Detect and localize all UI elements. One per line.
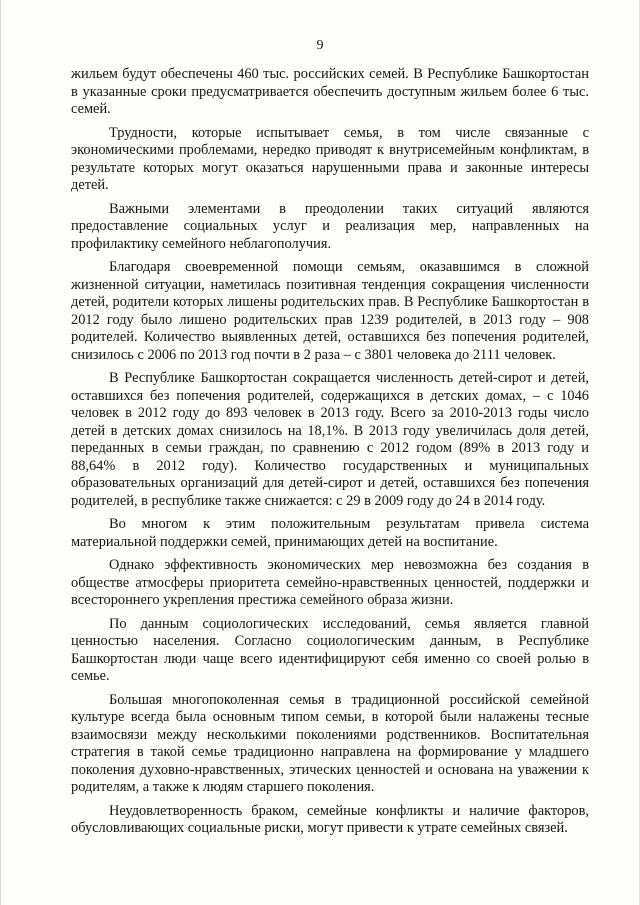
paragraph: Важными элементами в преодолении таких ситуаций являются предоставление социальных услуг и реализация мер, направленных на профилактику семейного неблагополучия. bbox=[71, 200, 589, 252]
document-body bbox=[71, 66, 589, 844]
paragraph: Большая многопоколенная семья в традиционной российской семейной культуре всегда была основным типом семьи, в которой были налажены тесные взаимосвязи между несколькими поколениями родственников. Воспитательная стратегия в такой семье традиционно направлена на формирование у младшего поколения духовно-нравственных, этических ценностей и основана на уважении к родителям, а также к людям старшего поколения. bbox=[71, 691, 589, 795]
paragraph: В Республике Башкортостан сокращается численность детей-сирот и детей, оставшихся без попечения родителей, содержащихся в детских домах, – с 1046 человек в 2012 году до 893 человек в 2013 году. Всего за 2010-2013 годы число детей в детских домах снизилось на 18,1%. В 2013 году увеличилась доля детей, переданных в семьи граждан, по сравнению с 2012 годом (89% в 2013 году и 88,64% в 2012 году). Количество государственных и муниципальных образовательных организаций для детей-сирот и детей, оставшихся без попечения родителей, в республике также снижается: с 29 в 2009 году до 24 в 2014 году. bbox=[71, 370, 589, 509]
page-number: 9 bbox=[316, 38, 324, 53]
paragraph: Трудности, которые испытывает семья, в том числе связанные с экономическими проблемами, нередко приводят к внутрисемейным конфликтам, в результате которых могут оказаться нарушенными права и законные интересы детей. bbox=[71, 124, 589, 193]
paragraph: По данным социологических исследований, семья является главной ценностью населения. Согласно социологическим данным, в Республике Башкортостан люди чаще всего идентифицируют себя именно со своей ролью в семье. bbox=[71, 615, 589, 684]
paragraph: Однако эффективность экономических мер невозможна без создания в обществе атмосферы приоритета семейно-нравственных ценностей, поддержки и всестороннего укрепления престижа семейного образа жизни. bbox=[71, 557, 589, 608]
paragraph: жильем будут обеспечены 460 тыс. российских семей. В Республике Башкортостан в указанные сроки предусматривается обеспечить доступным жильем более 6 тыс. семей. bbox=[71, 66, 589, 117]
paragraph: Неудовлетворенность браком, семейные конфликты и наличие факторов, обусловливающих социальные риски, могут привести к утрате семейных связей. bbox=[71, 802, 589, 836]
paragraph: Благодаря своевременной помощи семьям, оказавшимся в сложной жизненной ситуации, наметилась позитивная тенденция сокращения численности детей, родители которых лишены родительских прав. В Республике Башкортостан в 2012 году было лишено родительских прав 1239 родителей, в 2013 году – 908 родителей. Количество выявленных детей, оставшихся без попечения родителей, снизилось с 2006 по 2013 год почти в 2 раза – с 3801 человека до 2111 человек. bbox=[71, 259, 589, 363]
paragraph: Во многом к этим положительным результатам привела система материальной поддержки семей, принимающих детей на воспитание. bbox=[71, 516, 589, 550]
